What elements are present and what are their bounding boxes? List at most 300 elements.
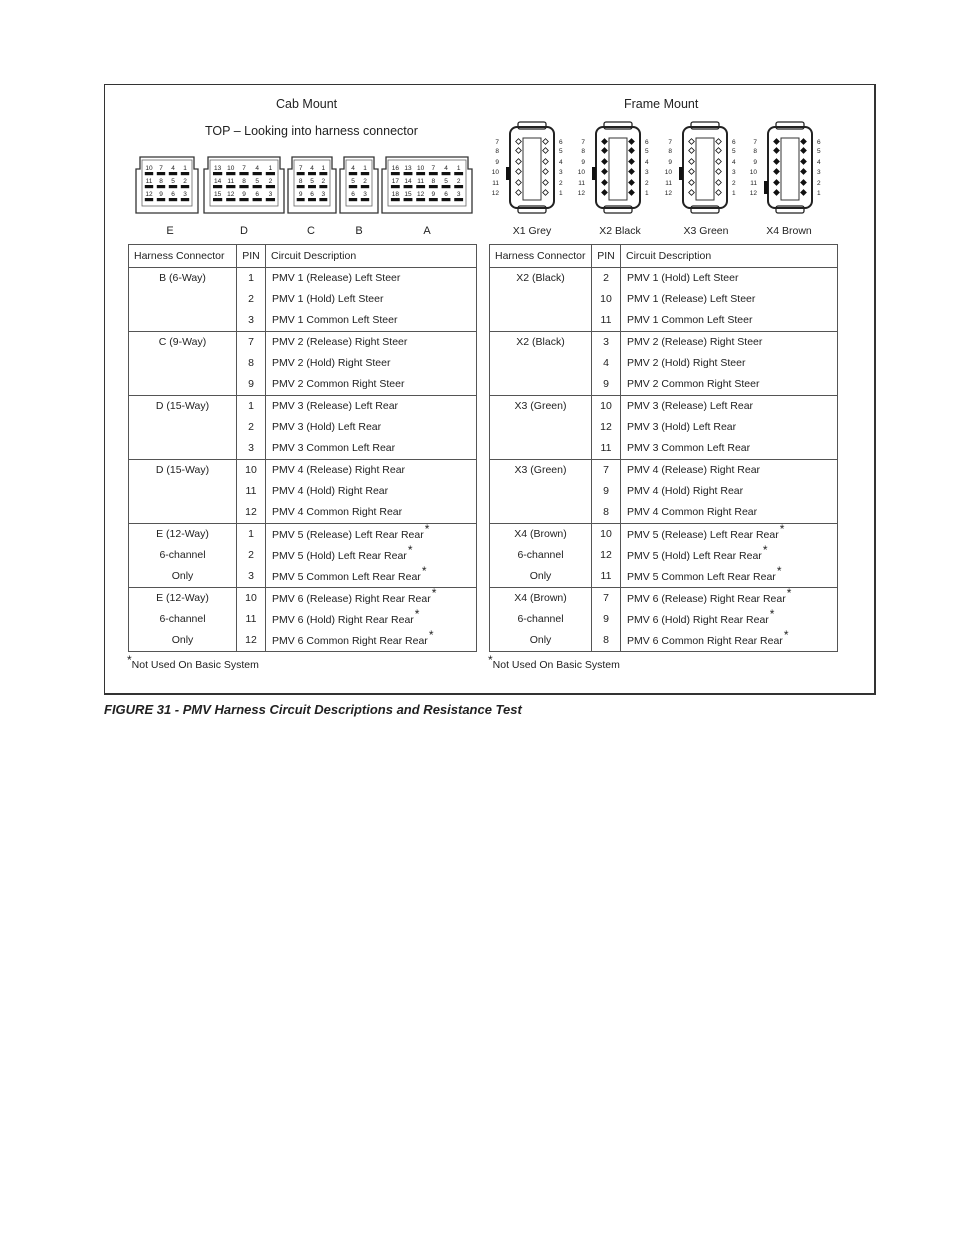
description-text: PMV 6 Common Right Rear Rear xyxy=(627,635,783,647)
pin-number-label: 5 xyxy=(310,178,314,185)
pin-number-label: 1 xyxy=(732,190,736,197)
pin-number-label: 5 xyxy=(732,148,736,155)
terminal-pin xyxy=(629,190,635,196)
circuit-description xyxy=(272,481,476,502)
pin-socket xyxy=(181,172,189,175)
pin-socket xyxy=(404,198,413,201)
pin-number: 11 xyxy=(600,442,612,454)
pin-number-label: 4 xyxy=(351,165,355,172)
pin-number-label: 1 xyxy=(645,190,649,197)
frame-connector-housing xyxy=(683,127,727,208)
pin-socket xyxy=(226,198,235,201)
pin-number-label: 2 xyxy=(732,180,736,187)
description-text: PMV 4 (Release) Right Rear xyxy=(272,464,406,476)
pin-number-label: 7 xyxy=(581,139,585,146)
description-cell xyxy=(621,268,838,332)
connector-cell xyxy=(490,268,592,332)
pin-number: 10 xyxy=(600,528,612,540)
connector-label: Only xyxy=(171,570,194,582)
footnote-text: Not Used On Basic System xyxy=(131,659,259,671)
connector-cell xyxy=(490,460,592,524)
asterisk-marker: * xyxy=(762,543,768,557)
table-row xyxy=(129,268,477,332)
circuit-description xyxy=(627,524,837,545)
description-text: PMV 3 (Release) Left Rear xyxy=(627,400,754,412)
asterisk-marker: * xyxy=(776,564,782,578)
pin-number-label: 9 xyxy=(431,191,436,198)
table-row xyxy=(490,460,838,524)
terminal-pin xyxy=(629,180,635,186)
pin-socket xyxy=(213,198,222,201)
description-text: PMV 3 (Hold) Left Rear xyxy=(272,421,382,433)
frame-connector-label: X1 Grey xyxy=(512,225,552,237)
pin-socket xyxy=(416,185,425,188)
footnote-marker: * xyxy=(488,653,493,667)
pin-number-label: 6 xyxy=(817,139,821,146)
circuit-description xyxy=(272,630,476,651)
description-text: PMV 5 (Hold) Left Rear Rear xyxy=(627,550,762,562)
connector-diagram xyxy=(0,0,954,250)
center-key xyxy=(523,138,541,200)
pin-socket xyxy=(454,172,463,175)
pin-number-label: 12 xyxy=(749,190,757,197)
asterisk-marker: * xyxy=(786,586,792,600)
connector-label: X4 (Brown) xyxy=(514,592,567,604)
description-cell xyxy=(621,396,838,460)
table-row xyxy=(129,460,477,524)
circuit-description xyxy=(272,588,476,609)
pin-socket xyxy=(349,185,357,188)
pin-socket xyxy=(429,185,438,188)
pin-number-label: 10 xyxy=(417,165,425,172)
table-row xyxy=(129,396,477,460)
description-text: PMV 2 Common Right Steer xyxy=(627,378,760,390)
terminal-pin xyxy=(774,159,780,165)
terminal-pin xyxy=(774,148,780,154)
pin-socket xyxy=(169,185,177,188)
terminal-pin xyxy=(801,190,807,196)
circuit-description xyxy=(272,332,476,353)
pin-socket xyxy=(349,198,357,201)
frame-footnote xyxy=(488,653,620,671)
circuit-description xyxy=(627,289,837,310)
polarity-key xyxy=(679,167,683,180)
circuit-description xyxy=(627,417,837,438)
terminal-pin xyxy=(543,159,549,165)
pin-socket xyxy=(145,185,153,188)
pin-number-label: 9 xyxy=(581,159,585,166)
pin-socket xyxy=(253,185,262,188)
asterisk-marker: * xyxy=(407,543,413,557)
circuit-description xyxy=(627,460,837,481)
description-text: PMV 4 Common Right Rear xyxy=(627,506,758,518)
pin-number-label: 4 xyxy=(444,165,448,172)
footnote-text: Not Used On Basic System xyxy=(492,659,620,671)
description-text: PMV 4 (Hold) Right Rear xyxy=(627,485,744,497)
circuit-description xyxy=(272,417,476,438)
terminal-pin xyxy=(516,139,522,145)
pin-number-label: 10 xyxy=(664,169,672,176)
pin-cell xyxy=(592,524,621,588)
pin-socket xyxy=(239,198,248,201)
connector-letter-b: B xyxy=(355,225,363,237)
connector-cell xyxy=(129,268,237,332)
pin-number-label: 2 xyxy=(268,178,273,185)
connector-letter-a: A xyxy=(423,225,431,237)
polarity-key xyxy=(764,181,768,194)
circuit-description xyxy=(627,332,837,353)
pin-socket xyxy=(253,198,262,201)
cab-subtitle: TOP – Looking into harness connector xyxy=(205,124,418,138)
pin-number-label: 12 xyxy=(227,191,235,198)
connector-letter-d: D xyxy=(240,225,248,237)
pin-cell xyxy=(237,460,266,524)
table-row xyxy=(490,588,838,652)
connector-label: X3 (Green) xyxy=(514,400,567,412)
table-row xyxy=(129,588,477,652)
description-text: PMV 5 (Release) Left Rear Rear xyxy=(627,529,779,541)
polarity-key xyxy=(506,167,510,180)
pin-socket xyxy=(266,172,275,175)
pin-number-label: 14 xyxy=(213,178,222,185)
pin-number: 7 xyxy=(248,336,254,348)
connector-cell xyxy=(129,588,237,652)
pin-number: 11 xyxy=(600,570,612,582)
connector-cell xyxy=(490,588,592,652)
circuit-description xyxy=(272,310,476,331)
pin-number: 1 xyxy=(248,528,254,540)
pin-number-label: 6 xyxy=(171,191,175,198)
pin-number-label: 8 xyxy=(495,148,499,155)
pin-number-label: 15 xyxy=(404,191,412,198)
circuit-description xyxy=(272,460,476,481)
terminal-pin xyxy=(516,190,522,196)
pin-socket xyxy=(454,198,463,201)
connector-label: X4 (Brown) xyxy=(514,528,567,540)
asterisk-marker: * xyxy=(428,628,434,642)
description-cell xyxy=(621,588,838,652)
terminal-pin xyxy=(629,148,635,154)
description-text: PMV 1 Common Left Steer xyxy=(627,314,753,326)
terminal-pin xyxy=(543,148,549,154)
connector-cell xyxy=(490,396,592,460)
pin-number-label: 10 xyxy=(491,169,499,176)
pin-number-label: 4 xyxy=(255,165,260,172)
description-text: PMV 6 (Release) Right Rear Rear xyxy=(272,593,431,605)
description-text: PMV 4 (Release) Right Rear xyxy=(627,464,761,476)
pin-number-label: 7 xyxy=(753,139,757,146)
description-text: PMV 6 Common Right Rear Rear xyxy=(272,635,428,647)
col-header-pin: PIN xyxy=(237,245,266,268)
pin-number-label: 4 xyxy=(171,165,175,172)
pin-number-label: 4 xyxy=(645,159,649,166)
description-text: PMV 5 (Release) Left Rear Rear xyxy=(272,529,424,541)
circuit-description xyxy=(627,268,837,289)
terminal-pin xyxy=(716,139,722,145)
connector-label: 6-channel xyxy=(517,549,564,561)
pin-socket xyxy=(239,172,248,175)
pin-number-label: 1 xyxy=(559,190,563,197)
pin-number: 10 xyxy=(245,464,257,476)
terminal-pin xyxy=(801,169,807,175)
pin-socket xyxy=(361,172,369,175)
connector-cell xyxy=(129,460,237,524)
frame-connector-housing xyxy=(768,127,812,208)
asterisk-marker: * xyxy=(431,586,437,600)
pin-number: 11 xyxy=(600,314,612,326)
description-text: PMV 3 (Hold) Left Rear xyxy=(627,421,737,433)
terminal-pin xyxy=(543,139,549,145)
pin-number-label: 1 xyxy=(363,165,367,172)
pin-number-label: 12 xyxy=(577,190,585,197)
pin-socket xyxy=(308,172,316,175)
pin-number-label: 7 xyxy=(431,165,436,172)
pin-number-label: 12 xyxy=(491,190,499,197)
table-row xyxy=(490,524,838,588)
terminal-pin xyxy=(516,169,522,175)
pin-number-label: 10 xyxy=(145,165,153,172)
terminal-pin xyxy=(716,159,722,165)
terminal-pin xyxy=(629,139,635,145)
connector-cell xyxy=(129,332,237,396)
pin-socket xyxy=(319,185,327,188)
pin-socket xyxy=(416,198,425,201)
connector-label: D (15-Way) xyxy=(155,400,210,412)
pin-number: 1 xyxy=(248,272,254,284)
center-key xyxy=(609,138,627,200)
pin-socket xyxy=(361,198,369,201)
pin-number: 1 xyxy=(248,400,254,412)
pin-number: 9 xyxy=(248,378,254,390)
pin-cell xyxy=(592,396,621,460)
pin-number-label: 3 xyxy=(268,191,273,198)
pin-socket xyxy=(181,185,189,188)
pin-number: 11 xyxy=(245,613,257,625)
pin-number-label: 8 xyxy=(581,148,585,155)
pin-number: 12 xyxy=(600,421,612,433)
pin-number: 12 xyxy=(600,549,612,561)
pin-number-label: 1 xyxy=(456,165,461,172)
pin-number-label: 5 xyxy=(444,178,448,185)
circuit-description xyxy=(272,545,476,566)
terminal-pin xyxy=(602,148,608,154)
frame-mount-title: Frame Mount xyxy=(624,97,699,111)
terminal-pin xyxy=(602,190,608,196)
pin-socket xyxy=(308,198,316,201)
pin-socket xyxy=(157,172,165,175)
circuit-description xyxy=(627,310,837,331)
circuit-description xyxy=(627,588,837,609)
pin-number: 10 xyxy=(600,293,612,305)
pin-number-label: 9 xyxy=(298,191,303,198)
pin-socket xyxy=(169,198,177,201)
pin-number-label: 11 xyxy=(492,180,499,187)
frame-connector-label: X2 Black xyxy=(599,225,641,237)
pin-number: 10 xyxy=(600,400,612,412)
description-text: PMV 5 Common Left Rear Rear xyxy=(627,571,776,583)
pin-number: 9 xyxy=(603,485,609,497)
terminal-pin xyxy=(629,169,635,175)
terminal-pin xyxy=(689,169,695,175)
description-cell xyxy=(621,524,838,588)
description-cell xyxy=(621,460,838,524)
connector-cell xyxy=(129,524,237,588)
description-text: PMV 1 (Release) Left Steer xyxy=(272,272,401,284)
pin-number-label: 1 xyxy=(321,165,326,172)
pin-number: 10 xyxy=(245,592,257,604)
pin-socket xyxy=(157,185,165,188)
pin-number-label: 5 xyxy=(645,148,649,155)
pin-number-label: 6 xyxy=(255,191,260,198)
description-cell xyxy=(621,332,838,396)
pin-socket xyxy=(361,185,369,188)
connector-label: Only xyxy=(171,634,194,646)
pin-socket xyxy=(226,172,235,175)
circuit-description xyxy=(627,396,837,417)
description-text: PMV 6 (Release) Right Rear Rear xyxy=(627,593,786,605)
description-cell xyxy=(266,268,477,332)
description-text: PMV 2 (Release) Right Steer xyxy=(272,336,408,348)
pin-cell xyxy=(237,268,266,332)
pin-number: 8 xyxy=(603,634,609,646)
pin-number-label: 6 xyxy=(351,191,355,198)
polarity-key xyxy=(592,167,596,180)
connector-letter-c: C xyxy=(307,225,315,237)
description-text: PMV 5 (Hold) Left Rear Rear xyxy=(272,550,407,562)
pin-number-label: 12 xyxy=(417,191,425,198)
frame-circuit-table xyxy=(489,244,838,652)
pin-number-label: 2 xyxy=(456,178,461,185)
pin-number-label: 8 xyxy=(668,148,672,155)
frame-connector-label: X3 Green xyxy=(683,225,729,237)
pin-socket xyxy=(308,185,316,188)
description-text: PMV 1 Common Left Steer xyxy=(272,314,398,326)
asterisk-marker: * xyxy=(421,564,427,578)
pin-number-label: 11 xyxy=(578,180,585,187)
pin-number: 12 xyxy=(245,506,257,518)
description-cell xyxy=(266,588,477,652)
circuit-description xyxy=(627,545,837,566)
asterisk-marker: * xyxy=(414,607,420,621)
pin-number: 3 xyxy=(248,442,254,454)
pin-number: 8 xyxy=(248,357,254,369)
pin-cell xyxy=(237,396,266,460)
pin-number-label: 17 xyxy=(391,178,399,185)
pin-number-label: 8 xyxy=(298,178,303,185)
description-text: PMV 3 Common Left Rear xyxy=(627,442,751,454)
pin-number: 8 xyxy=(603,506,609,518)
pin-number-label: 11 xyxy=(145,178,153,185)
pin-cell xyxy=(592,268,621,332)
terminal-pin xyxy=(801,148,807,154)
description-text: PMV 3 (Release) Left Rear xyxy=(272,400,399,412)
circuit-description xyxy=(627,481,837,502)
pin-socket xyxy=(442,198,451,201)
pin-number-label: 12 xyxy=(145,191,153,198)
terminal-pin xyxy=(543,169,549,175)
terminal-pin xyxy=(689,190,695,196)
terminal-pin xyxy=(689,139,695,145)
pin-socket xyxy=(429,172,438,175)
circuit-description xyxy=(272,566,476,587)
connector-label: C (9-Way) xyxy=(158,336,207,348)
pin-number-label: 7 xyxy=(298,165,303,172)
terminal-pin xyxy=(801,159,807,165)
pin-number-label: 8 xyxy=(753,148,757,155)
pin-number-label: 3 xyxy=(732,169,736,176)
pin-number-label: 11 xyxy=(750,180,757,187)
terminal-pin xyxy=(774,139,780,145)
pin-number-label: 4 xyxy=(817,159,821,166)
pin-cell xyxy=(237,588,266,652)
pin-number: 9 xyxy=(603,378,609,390)
pin-socket xyxy=(266,198,275,201)
terminal-pin xyxy=(801,180,807,186)
circuit-description xyxy=(272,268,476,289)
description-text: PMV 4 (Hold) Right Rear xyxy=(272,485,389,497)
circuit-description xyxy=(272,438,476,459)
cab-mount-title: Cab Mount xyxy=(276,97,338,111)
table-row xyxy=(129,332,477,396)
circuit-description xyxy=(627,374,837,395)
terminal-pin xyxy=(516,159,522,165)
connector-label: X2 (Black) xyxy=(516,336,565,348)
pin-number-label: 8 xyxy=(242,178,246,185)
terminal-pin xyxy=(602,169,608,175)
circuit-description xyxy=(627,609,837,630)
center-key xyxy=(696,138,714,200)
table-row xyxy=(490,396,838,460)
pin-number-label: 1 xyxy=(268,165,273,172)
pin-number-label: 10 xyxy=(227,165,235,172)
connector-label: X2 (Black) xyxy=(516,272,565,284)
pin-number-label: 5 xyxy=(817,148,821,155)
pin-number: 2 xyxy=(248,549,254,561)
pin-number-label: 9 xyxy=(753,159,757,166)
description-cell xyxy=(266,460,477,524)
connector-label: 6-channel xyxy=(159,549,206,561)
pin-socket xyxy=(319,198,327,201)
connector-label: E (12-Way) xyxy=(156,528,209,540)
pin-number-label: 3 xyxy=(817,169,821,176)
description-cell xyxy=(266,332,477,396)
circuit-description xyxy=(272,609,476,630)
pin-socket xyxy=(404,172,413,175)
pin-number-label: 2 xyxy=(363,178,367,185)
pin-number-label: 4 xyxy=(559,159,563,166)
pin-socket xyxy=(145,172,153,175)
description-text: PMV 1 (Hold) Left Steer xyxy=(272,293,384,305)
pin-number: 3 xyxy=(248,570,254,582)
pin-number-label: 11 xyxy=(227,178,235,185)
pin-number-label: 6 xyxy=(732,139,736,146)
pin-number: 2 xyxy=(248,421,254,433)
table-row xyxy=(490,268,838,332)
connector-letter-e: E xyxy=(166,225,174,237)
circuit-description xyxy=(627,502,837,523)
pin-socket xyxy=(297,198,305,201)
terminal-pin xyxy=(543,180,549,186)
terminal-pin xyxy=(801,139,807,145)
pin-socket xyxy=(404,185,413,188)
circuit-description xyxy=(272,396,476,417)
frame-connector-label: X4 Brown xyxy=(766,225,812,237)
description-text: PMV 6 (Hold) Right Rear Rear xyxy=(627,614,769,626)
pin-number-label: 7 xyxy=(242,165,246,172)
pin-socket xyxy=(429,198,438,201)
pin-number-label: 10 xyxy=(749,169,757,176)
terminal-pin xyxy=(689,148,695,154)
